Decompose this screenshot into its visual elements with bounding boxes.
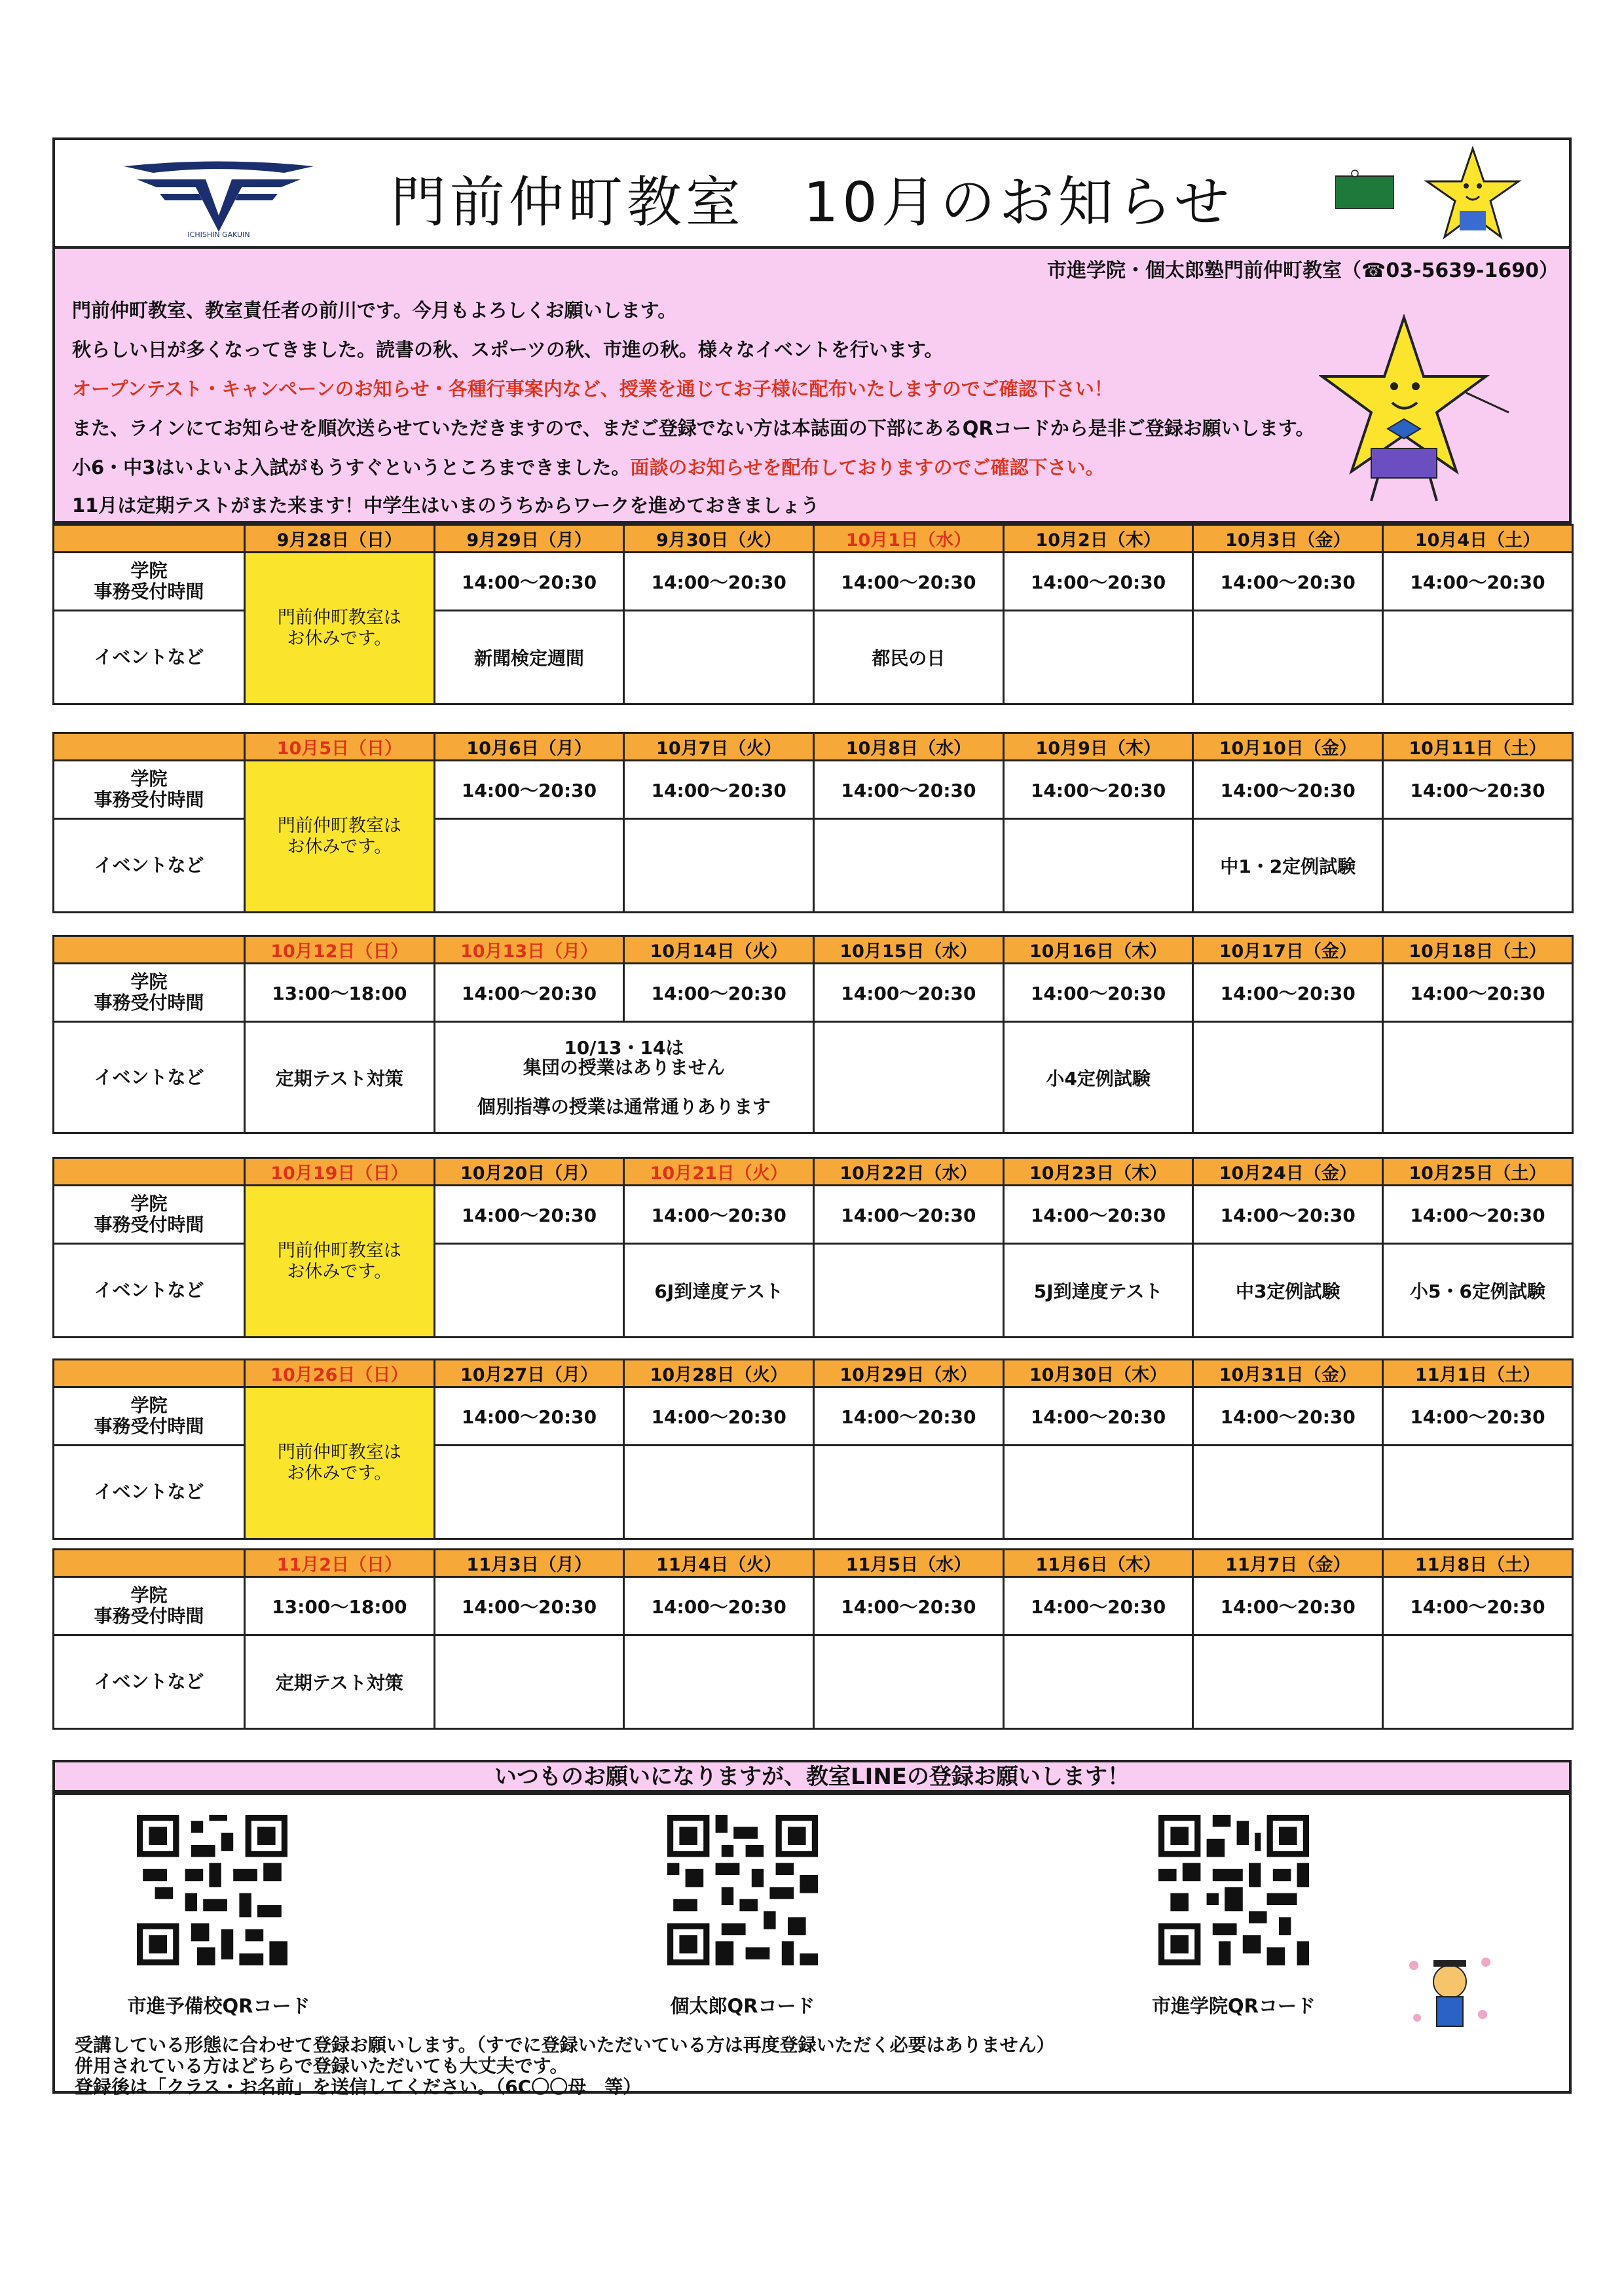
- events-label: イベントなど: [54, 1022, 245, 1133]
- date-cell: 10月19日（日）: [245, 1158, 435, 1186]
- office-hours-cell: 14:00～20:30: [1193, 761, 1383, 819]
- date-cell: 10月22日（水）: [814, 1158, 1004, 1186]
- closed-notice: 門前仲町教室は お休みです。: [245, 1186, 435, 1338]
- office-hours-cell: 14:00～20:30: [1383, 553, 1573, 611]
- qr-code-gakuin[interactable]: [1155, 1815, 1312, 1965]
- date-cell: 11月6日（木）: [1003, 1550, 1193, 1577]
- graduate-mascot-icon: [1401, 1946, 1499, 2037]
- event-cell: [814, 1635, 1004, 1729]
- date-cell: 11月5日（水）: [814, 1550, 1004, 1577]
- office-hours-row: [54, 1577, 1573, 1635]
- office-hours-cell: 14:00～20:30: [434, 1186, 624, 1244]
- event-cell: [434, 1244, 624, 1338]
- event-cell: [1383, 1022, 1573, 1133]
- office-hours-cell: 14:00～20:30: [434, 964, 624, 1022]
- date-cell: 10月31日（金）: [1193, 1360, 1383, 1387]
- events-label: イベントなど: [54, 1446, 245, 1539]
- office-hours-cell: 14:00～20:30: [1003, 553, 1193, 611]
- week-table: [52, 524, 1574, 705]
- closed-notice: 門前仲町教室は お休みです。: [245, 761, 435, 913]
- event-cell: [434, 1635, 624, 1729]
- qr-code-yobiko[interactable]: [134, 1815, 291, 1965]
- office-hours-row: [54, 964, 1573, 1022]
- event-cell: [624, 1446, 814, 1539]
- event-cell: 都民の日: [814, 611, 1004, 704]
- event-cell: 小4定例試験: [1003, 1022, 1193, 1133]
- closed-notice: 門前仲町教室は お休みです。: [245, 553, 435, 704]
- office-hours-cell: 14:00～20:30: [1003, 1186, 1193, 1244]
- event-cell: 定期テスト対策: [245, 1022, 435, 1133]
- event-cell: [1193, 1635, 1383, 1729]
- event-cell: [624, 819, 814, 913]
- date-row: [54, 1360, 1573, 1387]
- date-cell: 10月10日（金）: [1193, 733, 1383, 761]
- date-cell: 10月1日（水）: [814, 525, 1004, 553]
- week-table: [52, 1157, 1574, 1338]
- date-cell: 10月15日（水）: [814, 936, 1004, 964]
- closed-notice: 門前仲町教室は お休みです。: [245, 1387, 435, 1539]
- office-hours-cell: 14:00～20:30: [1193, 553, 1383, 611]
- event-cell: [1383, 819, 1573, 913]
- date-cell: 10月5日（日）: [245, 733, 435, 761]
- date-cell: 10月29日（水）: [814, 1360, 1004, 1387]
- date-cell: 10月28日（火）: [624, 1360, 814, 1387]
- event-cell: [1003, 1635, 1193, 1729]
- intro-line: また、ラインにてお知らせを順次送らせていただきますので、まだご登録でない方は本誌面の下部にあるQRコードから是非ご登録お願いします。: [72, 417, 1315, 439]
- event-cell: [1193, 611, 1383, 704]
- office-hours-label: 学院 事務受付時間: [54, 553, 245, 611]
- date-cell: 10月16日（木）: [1003, 936, 1193, 964]
- date-cell: 10月17日（金）: [1193, 936, 1383, 964]
- event-cell: 小5・6定例試験: [1383, 1244, 1573, 1338]
- event-cell: [814, 819, 1004, 913]
- intro-line: 門前仲町教室、教室責任者の前川です。今月もよろしくお願いします。: [72, 299, 677, 321]
- intro-line: 秋らしい日が多くなってきました。読書の秋、スポーツの秋、市進の秋。様々なイベントを行います。: [72, 338, 944, 361]
- date-cell: 10月2日（木）: [1003, 525, 1193, 553]
- intro-line: 小6・中3はいよいよ入試がもうすぐというところまできました。面談のお知らせを配布しておりますのでご確認下さい。: [72, 456, 1105, 479]
- event-cell: [1003, 611, 1193, 704]
- corner-cell: [54, 733, 245, 761]
- office-hours-cell: 13:00～18:00: [245, 1577, 435, 1635]
- office-hours-cell: 14:00～20:30: [1003, 761, 1193, 819]
- week-table: [52, 1548, 1574, 1730]
- event-cell: 6J到達度テスト: [624, 1244, 814, 1338]
- office-hours-cell: 14:00～20:30: [1383, 1387, 1573, 1446]
- date-row: [54, 1158, 1573, 1186]
- corner-cell: [54, 1360, 245, 1387]
- event-cell: [624, 1635, 814, 1729]
- office-hours-cell: 14:00～20:30: [624, 761, 814, 819]
- event-cell: [1383, 1635, 1573, 1729]
- events-label: イベントなど: [54, 1635, 245, 1729]
- qr-label: 個太郎QRコード: [670, 1995, 815, 2017]
- corner-cell: [54, 1550, 245, 1577]
- registration-note: 併用されている方はどちらで登録いただいても大丈夫です。: [75, 2055, 568, 2077]
- date-cell: 10月12日（日）: [245, 936, 435, 964]
- office-hours-cell: 14:00～20:30: [434, 1577, 624, 1635]
- date-cell: 10月24日（金）: [1193, 1158, 1383, 1186]
- event-cell: 新聞検定週間: [434, 611, 624, 704]
- office-hours-cell: 13:00～18:00: [245, 964, 435, 1022]
- events-label: イベントなど: [54, 1244, 245, 1338]
- corner-cell: [54, 525, 245, 553]
- date-row: [54, 525, 1573, 553]
- date-cell: 11月8日（土）: [1383, 1550, 1573, 1577]
- date-cell: 9月28日（日）: [245, 525, 435, 553]
- line-registration-banner: いつものお願いになりますが、教室LINEの登録お願いします！: [52, 1760, 1572, 1793]
- date-cell: 11月3日（月）: [434, 1550, 624, 1577]
- event-cell: [814, 1446, 1004, 1539]
- office-hours-cell: 14:00～20:30: [814, 964, 1004, 1022]
- office-hours-cell: 14:00～20:30: [624, 964, 814, 1022]
- date-cell: 10月3日（金）: [1193, 525, 1383, 553]
- office-hours-cell: 14:00～20:30: [1003, 1577, 1193, 1635]
- date-cell: 10月25日（土）: [1383, 1158, 1573, 1186]
- date-cell: 10月9日（木）: [1003, 733, 1193, 761]
- events-label: イベントなど: [54, 611, 245, 704]
- star-mascot-icon: [1424, 145, 1522, 244]
- office-hours-cell: 14:00～20:30: [624, 1577, 814, 1635]
- date-cell: 10月23日（木）: [1003, 1158, 1193, 1186]
- date-cell: 10月27日（月）: [434, 1360, 624, 1387]
- event-cell: [814, 1244, 1004, 1338]
- date-cell: 11月2日（日）: [245, 1550, 435, 1577]
- date-cell: 10月6日（月）: [434, 733, 624, 761]
- date-row: [54, 1550, 1573, 1577]
- qr-code-section: [52, 1793, 1572, 2098]
- event-cell: [1193, 1446, 1383, 1539]
- office-hours-cell: 14:00～20:30: [814, 761, 1004, 819]
- header-bar: [52, 137, 1572, 249]
- date-cell: 10月11日（土）: [1383, 733, 1573, 761]
- office-hours-cell: 14:00～20:30: [814, 553, 1004, 611]
- office-hours-cell: 14:00～20:30: [1003, 964, 1193, 1022]
- event-cell: [814, 1022, 1004, 1133]
- office-hours-cell: 14:00～20:30: [434, 553, 624, 611]
- office-hours-cell: 14:00～20:30: [624, 1186, 814, 1244]
- date-cell: 9月29日（月）: [434, 525, 624, 553]
- qr-code-kotaro[interactable]: [664, 1815, 821, 1965]
- date-cell: 10月30日（木）: [1003, 1360, 1193, 1387]
- event-cell: [1003, 819, 1193, 913]
- event-cell: [1383, 611, 1573, 704]
- event-cell: 5J到達度テスト: [1003, 1244, 1193, 1338]
- qr-label: 市進予備校QRコード: [127, 1995, 310, 2017]
- date-cell: 10月7日（火）: [624, 733, 814, 761]
- intro-panel: [52, 249, 1572, 524]
- office-hours-cell: 14:00～20:30: [1383, 1186, 1573, 1244]
- office-hours-cell: 14:00～20:30: [1193, 1577, 1383, 1635]
- event-cell: [434, 819, 624, 913]
- contact-info: 市進学院・個太郎塾門前仲町教室（☎03-5639-1690）: [1046, 259, 1559, 282]
- svg-text:ICHISHIN GAKUIN: ICHISHIN GAKUIN: [187, 230, 250, 238]
- registration-note: 受講している形態に合わせて登録お願いします。（すでに登録いただいている方は再度登録いただく必要はありません）: [75, 2034, 1055, 2056]
- office-hours-label: 学院 事務受付時間: [54, 1186, 245, 1244]
- event-cell: 中1・2定例試験: [1193, 819, 1383, 913]
- date-cell: 10月8日（水）: [814, 733, 1004, 761]
- event-cell: 定期テスト対策: [245, 1635, 435, 1729]
- week-table: [52, 935, 1574, 1134]
- office-hours-cell: 14:00～20:30: [814, 1387, 1004, 1446]
- office-hours-row: [54, 761, 1573, 819]
- office-hours-row: [54, 553, 1573, 611]
- events-row: [54, 1022, 1573, 1133]
- office-hours-cell: 14:00～20:30: [1003, 1387, 1193, 1446]
- office-hours-label: 学院 事務受付時間: [54, 1387, 245, 1446]
- qr-label: 市進学院QRコード: [1152, 1995, 1316, 2017]
- date-cell: 10月4日（土）: [1383, 525, 1573, 553]
- office-hours-label: 学院 事務受付時間: [54, 761, 245, 819]
- corner-cell: [54, 1158, 245, 1186]
- date-cell: 10月18日（土）: [1383, 936, 1573, 964]
- office-hours-cell: 14:00～20:30: [434, 761, 624, 819]
- office-hours-cell: 14:00～20:30: [1383, 761, 1573, 819]
- office-hours-label: 学院 事務受付時間: [54, 964, 245, 1022]
- office-hours-cell: 14:00～20:30: [1193, 1387, 1383, 1446]
- registration-note: 登録後は「クラス・お名前」を送信してください。（6C〇〇母 等）: [75, 2076, 642, 2098]
- intro-line: オープンテスト・キャンペーンのお知らせ・各種行事案内など、授業を通じてお子様に配布いたしますのでご確認下さい！: [72, 378, 1113, 400]
- date-cell: 9月30日（火）: [624, 525, 814, 553]
- star-mascot-icon: [1319, 314, 1515, 504]
- office-hours-cell: 14:00～20:30: [1193, 1186, 1383, 1244]
- date-cell: 10月21日（火）: [624, 1158, 814, 1186]
- corner-cell: [54, 936, 245, 964]
- office-hours-cell: 14:00～20:30: [814, 1577, 1004, 1635]
- office-hours-cell: 14:00～20:30: [434, 1387, 624, 1446]
- week-table: [52, 732, 1574, 913]
- date-row: [54, 936, 1573, 964]
- office-hours-cell: 14:00～20:30: [1383, 1577, 1573, 1635]
- event-cell: [1383, 1446, 1573, 1539]
- date-cell: 10月20日（月）: [434, 1158, 624, 1186]
- office-hours-cell: 14:00～20:30: [1193, 964, 1383, 1022]
- office-hours-cell: 14:00～20:30: [1383, 964, 1573, 1022]
- office-hours-cell: 14:00～20:30: [814, 1186, 1004, 1244]
- events-label: イベントなど: [54, 819, 245, 913]
- office-hours-label: 学院 事務受付時間: [54, 1577, 245, 1635]
- event-cell: 中3定例試験: [1193, 1244, 1383, 1338]
- office-hours-row: [54, 1387, 1573, 1446]
- date-cell: 10月26日（日）: [245, 1360, 435, 1387]
- event-cell: [1193, 1022, 1383, 1133]
- date-cell: 11月7日（金）: [1193, 1550, 1383, 1577]
- date-cell: 10月13日（月）: [434, 936, 624, 964]
- intro-line: 11月は定期テストがまた来ます！中学生はいまのうちからワークを進めておきましょう: [72, 494, 820, 517]
- office-hours-cell: 14:00～20:30: [624, 1387, 814, 1446]
- date-cell: 11月1日（土）: [1383, 1360, 1573, 1387]
- page-title: 門前仲町教室 10月のお知らせ: [390, 170, 1234, 234]
- office-hours-row: [54, 1186, 1573, 1244]
- chalkboard-icon: [1335, 170, 1394, 209]
- class-schedule-note: 10/13・14は 集団の授業はありません 個別指導の授業は通常通りあります: [434, 1022, 813, 1133]
- date-cell: 11月4日（火）: [624, 1550, 814, 1577]
- event-cell: [434, 1446, 624, 1539]
- date-cell: 10月14日（火）: [624, 936, 814, 964]
- week-table: [52, 1358, 1574, 1540]
- office-hours-cell: 14:00～20:30: [624, 553, 814, 611]
- date-row: [54, 733, 1573, 761]
- events-row: [54, 1635, 1573, 1729]
- event-cell: [1003, 1446, 1193, 1539]
- event-cell: [624, 611, 814, 704]
